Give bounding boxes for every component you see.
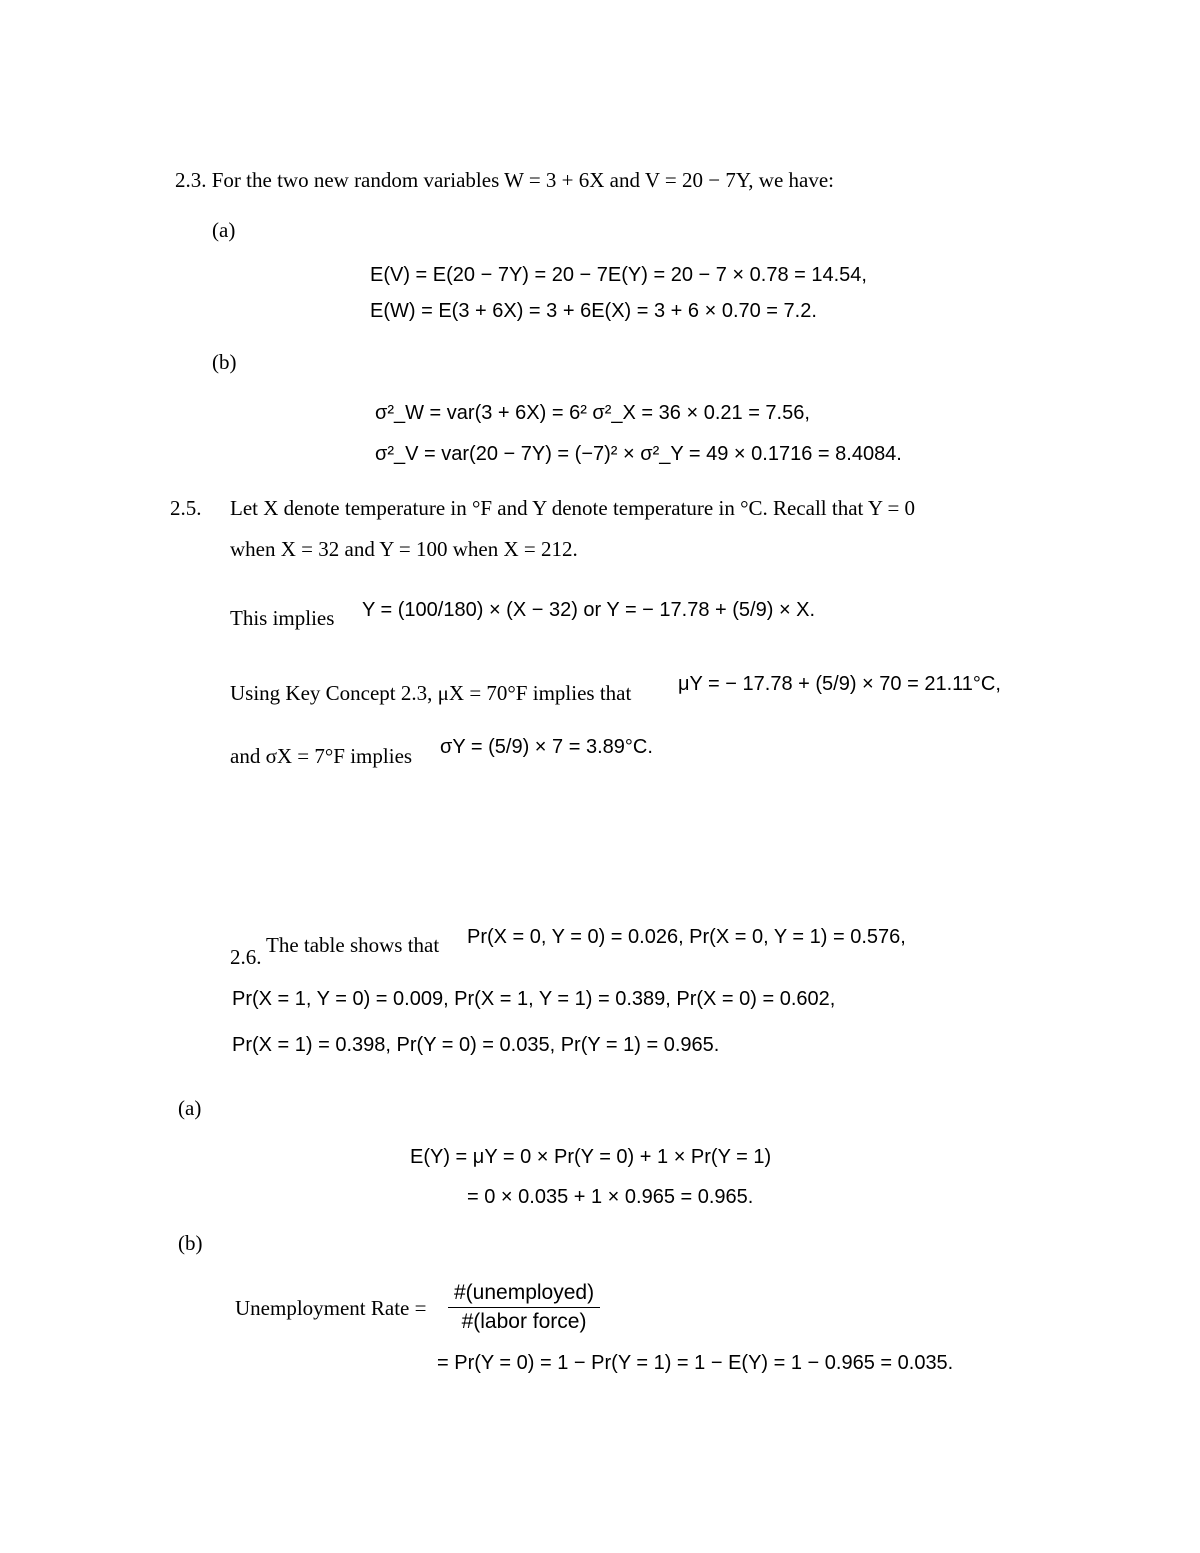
equation-variance-v: σ²_V = var(20 − 7Y) = (−7)² × σ²_Y = 49 × 0.1716 = 8.4084. xyxy=(375,443,902,465)
unemployment-rate-label: Unemployment Rate = xyxy=(235,1296,427,1320)
equation-probabilities-2: Pr(X = 1, Y = 0) = 0.009, Pr(X = 1, Y = 1) = 0.389, Pr(X = 0) = 0.602, xyxy=(232,988,836,1010)
implies-text: This implies xyxy=(230,606,335,630)
unemployment-fraction xyxy=(448,1281,600,1334)
part-b-label-2-6: (b) xyxy=(178,1231,203,1255)
equation-mean-y: μY = − 17.78 + (5/9) × 70 = 21.11°C, xyxy=(678,673,1001,695)
part-a-label: (a) xyxy=(212,218,236,242)
equation-variance-w: σ²_W = var(3 + 6X) = 6² σ²_X = 36 × 0.21 = 7.56, xyxy=(375,402,810,424)
problem-2-5-line-1: Let X denote temperature in °F and Y denote temperature in °C. Recall that Y = 0 xyxy=(230,496,916,520)
problem-2-5-number: 2.5. xyxy=(170,496,202,520)
problem-2-5-line-2: when X = 32 and Y = 100 when X = 212. xyxy=(230,537,578,561)
equation-expected-v: E(V) = E(20 − 7Y) = 20 − 7E(Y) = 20 − 7 × 0.78 = 14.54, xyxy=(370,264,867,286)
part-a-label-2-6: (a) xyxy=(178,1096,202,1120)
fraction-numerator: #(unemployed) xyxy=(454,1281,595,1304)
problem-2-3-intro: 2.3. For the two new random variables W = 3 + 6X and V = 20 − 7Y, we have: xyxy=(175,168,835,192)
equation-expected-w: E(W) = E(3 + 6X) = 3 + 6E(X) = 3 + 6 × 0.70 = 7.2. xyxy=(370,300,817,322)
equation-unemployment-rate: = Pr(Y = 0) = 1 − Pr(Y = 1) = 1 − E(Y) = 1 − 0.965 = 0.035. xyxy=(437,1352,954,1374)
key-concept-text: Using Key Concept 2.3, μX = 70°F implies that xyxy=(230,681,632,705)
equation-sigma-y: σY = (5/9) × 7 = 3.89°C. xyxy=(440,736,653,758)
fraction-bar xyxy=(448,1307,600,1308)
table-shows-text: The table shows that xyxy=(266,933,440,957)
equation-probabilities-1: Pr(X = 0, Y = 0) = 0.026, Pr(X = 0, Y = 1) = 0.576, xyxy=(467,926,906,948)
problem-2-6-number: 2.6. xyxy=(230,945,262,969)
sigma-text: and σX = 7°F implies xyxy=(230,744,413,768)
equation-conversion: Y = (100/180) × (X − 32) or Y = − 17.78 + (5/9) × X. xyxy=(362,599,816,621)
equation-expected-y: E(Y) = μY = 0 × Pr(Y = 0) + 1 × Pr(Y = 1) xyxy=(410,1146,772,1168)
fraction-denominator: #(labor force) xyxy=(461,1310,587,1333)
equation-expected-y-value: = 0 × 0.035 + 1 × 0.965 = 0.965. xyxy=(467,1186,754,1208)
part-b-label: (b) xyxy=(212,350,237,374)
equation-probabilities-3: Pr(X = 1) = 0.398, Pr(Y = 0) = 0.035, Pr(Y = 1) = 0.965. xyxy=(232,1034,720,1056)
